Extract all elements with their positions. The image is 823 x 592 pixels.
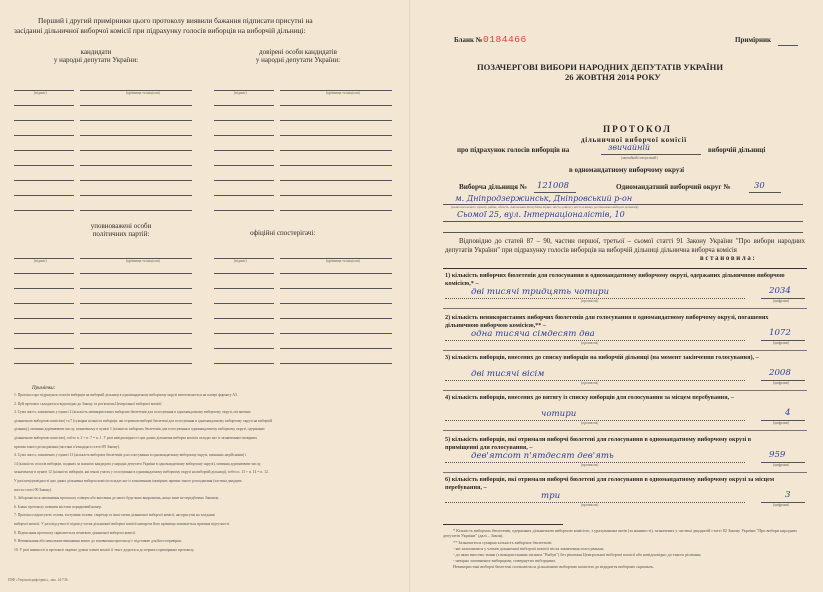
signature-line <box>14 180 74 181</box>
item-words-handwritten: дві тисячі тридцять чотири <box>471 287 610 297</box>
district-number-handwritten: 30 <box>754 180 765 190</box>
station-type-caption: (звичайній/спеціальній) <box>621 156 658 160</box>
right-page <box>411 0 823 592</box>
signature-line <box>14 135 74 136</box>
signature-caption: (прізвище та ініціали) <box>126 91 160 95</box>
blank-number: 0184466 <box>483 34 527 45</box>
item-digits-handwritten: 2008 <box>769 368 791 378</box>
signature-line <box>280 210 392 211</box>
signature-line <box>14 288 74 289</box>
note-line: 5. Заборонається заповнення протоколу олівцем або внесення до нього будь-яких виправлень, якщо інше не передбачено Законом. <box>14 496 219 501</box>
signature-line <box>14 150 74 151</box>
footnote-6: Невикористані виборчі бюлетені погашаються дільничною виборчою комісією до відкриття виборчих скриньок. <box>453 564 654 569</box>
signature-line <box>280 165 392 166</box>
item-digits-handwritten: 2034 <box>769 286 791 296</box>
signature-line <box>14 348 74 349</box>
address-line-1-handwritten: м. Дніпродзержинськ, Дніпровський р-он <box>455 194 633 203</box>
item-title: 6) кількість виборців, які отримали виборчі бюлетені для голосування в одномандатному виборчому окрузі за місцем перебування, – <box>445 476 775 491</box>
item-title: 3) кількість виборців, внесених до списку виборців на виборчій дільниці (на момент закінчення голосування), – <box>445 354 759 361</box>
item-digits-handwritten: 3 <box>785 490 791 500</box>
signature-line <box>14 318 74 319</box>
signature-line <box>14 303 74 304</box>
signature-line <box>280 348 392 349</box>
signature-line <box>214 105 274 106</box>
signature-line <box>280 135 392 136</box>
signature-line <box>280 363 392 364</box>
item-words-caption: (прописом) <box>581 381 599 385</box>
footnote-5: - невірно заповнених виборцями, повернутих виборцями. <box>453 558 556 563</box>
signature-line <box>214 195 274 196</box>
signature-line <box>80 273 192 274</box>
note-line: виборчої комісії. У разі відсутності підпису члена дільничної виборчої комісії навпроти його прізвища зазначається причина відсутності. <box>14 522 230 526</box>
signature-line <box>14 120 74 121</box>
signature-caption: (підпис) <box>34 91 47 95</box>
signature-line <box>214 180 274 181</box>
note-line: 3. Сума чисел, зазначених у пункті 2 (кількість невикористаних виборчих бюлетенів для голосування в одномандатному виборчому окрузі, погашених <box>14 410 251 415</box>
protocol-subtitle-2b: виборчій дільниці <box>708 146 766 154</box>
item-digits-caption: (цифрами) <box>773 341 790 345</box>
signature-caption: (прізвище та ініціали) <box>126 259 160 263</box>
signature-caption: (прізвище та ініціали) <box>326 259 360 263</box>
item-words-caption: (прописом) <box>581 341 599 345</box>
items-separator <box>443 268 807 269</box>
signature-line <box>80 333 192 334</box>
address-line-2-field <box>443 221 803 222</box>
signature-line <box>214 363 274 364</box>
election-title-2: 26 ЖОВТНЯ 2014 РОКУ <box>565 72 661 82</box>
signature-line <box>80 363 192 364</box>
signature-line <box>80 348 192 349</box>
signature-line <box>214 210 274 211</box>
note-line: 6. Бланк протоколу повинен містити порядковий номер. <box>14 504 102 509</box>
party-reps-heading: уповноважені особи політичних партій: <box>90 222 152 238</box>
item-words-handwritten: дев'ятсот п'ятдесят дев'ять <box>471 451 614 461</box>
note-line: У разі невідповідності цих даних дільнична виборча комісія складає акт із зазначенням імовірних причин такого розходження (частина двадцять <box>14 479 242 483</box>
note-line: 8. Підписання протоколу скріплюється печаткою дільничної виборчої комісії. <box>14 530 136 535</box>
station-number-field <box>534 192 576 193</box>
signature-line <box>214 288 274 289</box>
signature-line <box>80 288 192 289</box>
item-digits-caption: (цифрами) <box>773 381 790 385</box>
note-line: зазначеному в пункті 12 (кількість виборців, які взяли участь у голосуванні в одномандатному виборчому окрузі на виборчій дільниці), тобто п. 13 + п. 14 = п. 12. <box>14 470 269 475</box>
footnote-4: - до яких внесено зміни (з використанням штампа "Вибув") без рішення Центральної виборчої комісії або невідповідно до такого рішення; <box>453 552 702 557</box>
footnote-2: ** Зазначається сумарна кількість виборчих бюлетенів: <box>453 540 552 545</box>
item-words-caption: (прописом) <box>581 421 599 425</box>
signature-caption: (підпис) <box>234 91 247 95</box>
note-line: 10. У разі наявності в протоколі окремої думки членів комісії її текст додається до першого примірника протоколу. <box>14 547 195 552</box>
protocol-subtitle-1: дільничної виборчої комісії <box>581 136 687 144</box>
item-digits-caption: (цифрами) <box>773 503 790 507</box>
signature-line <box>280 180 392 181</box>
signature-line <box>80 303 192 304</box>
signature-line <box>80 180 192 181</box>
candidates-heading: кандидати у народні депутати України: <box>53 48 139 64</box>
signature-line <box>214 303 274 304</box>
signature-line <box>280 195 392 196</box>
item-digits-caption: (цифрами) <box>773 463 790 467</box>
footnote-separator <box>443 524 563 525</box>
preamble: Відповідно до статей 87 – 90, частин першої, третьої – сьомої статті 91 Закону України "Про вибори народних депутатів України" при підрахунку голосів виборців на виборчій дільниці дільнична виборча комісія <box>445 238 805 254</box>
proxies-heading: довірені особи кандидатів у народні депутати України: <box>255 48 341 64</box>
signature-line <box>280 288 392 289</box>
note-line: шоста статті 90 Закону). <box>14 487 53 492</box>
signature-line <box>214 318 274 319</box>
note-line: 4. Сума чисел, зазначених у пункті 13 (кількість виборчих бюлетенів для голосування в одномандатному виборчому окрузі, визнаних недійсними) і <box>14 453 247 458</box>
station-type-field <box>601 154 701 155</box>
note-line: дільниці), повинна дорівнювати числу, зазначеному в пункті 1 (кількість виборчих бюлетенів для голосування в одномандатному виборчому окрузі, одержаних <box>14 427 265 432</box>
item-title: 5) кількість виборців, які отримали виборчі бюлетені для голосування в одномандатному виборчому окрузі в приміщенні для голосування, – <box>445 436 752 451</box>
item-digits-handwritten: 959 <box>769 450 786 460</box>
item-words-caption: (прописом) <box>581 463 599 467</box>
signature-line <box>14 273 74 274</box>
item-title: 2) кількість невикористаних виборчих бюлетенів для голосування в одномандатному виборчому окрузі, погашених дільничною виборчою комісією,** – <box>445 314 769 329</box>
item-words-handwritten: дві тисячі вісім <box>471 369 545 379</box>
district-number-field <box>749 192 781 193</box>
item-separator <box>443 472 807 473</box>
signature-line <box>80 195 192 196</box>
item-separator <box>443 430 807 431</box>
item-words-handwritten: одна тисяча сімдесят два <box>471 329 595 339</box>
copy-label: Примірник <box>735 36 772 44</box>
signature-line <box>280 333 392 334</box>
signature-line <box>80 165 192 166</box>
signature-line <box>280 105 392 106</box>
station-label: Виборча дільниця № <box>459 183 528 191</box>
signature-line <box>214 348 274 349</box>
item-words-handwritten: три <box>541 491 561 501</box>
signature-line <box>214 333 274 334</box>
address-line-3-field <box>443 232 803 233</box>
signature-line <box>280 273 392 274</box>
station-number-handwritten: 121008 <box>537 180 569 190</box>
signature-line <box>14 105 74 106</box>
note-line: 9. Невиконання або неналежне виконання вимог до заповнення протоколу є підставою для його перевірки. <box>14 539 182 544</box>
note-line: 1. Протокол про підрахунок голосів виборців на виборчій дільниці в одномандатному виборчому окрузі виготовляється на папері формату А3. <box>14 393 238 397</box>
address-line-2-handwritten: Сьомої 25, вул. Інтернаціоналістів, 10 <box>457 210 625 219</box>
note-line: 2. Цей протокол складається відповідно до Закону та роз'яснень Центральної виборчої комісії. <box>14 401 163 406</box>
signature-line <box>80 150 192 151</box>
signature-line <box>14 363 74 364</box>
signature-line <box>80 210 192 211</box>
signature-line <box>214 150 274 151</box>
observers-heading: офіційні спостерігачі: <box>250 229 316 237</box>
notes-title: Примітки: <box>32 386 56 391</box>
footnote-3: - які залишилися у членів дільничної виборчої комісії після закінчення голосування; <box>453 546 604 551</box>
signature-line <box>14 195 74 196</box>
item-digits-handwritten: 1072 <box>769 328 791 338</box>
item-words-handwritten: чотири <box>541 409 577 419</box>
protocol-subtitle-3: в одномандатному виборчому окрузі <box>569 166 685 174</box>
station-type-handwritten: звичайній <box>608 143 651 152</box>
protocol-title: ПРОТОКОЛ <box>603 124 672 134</box>
signature-caption: (підпис) <box>234 259 247 263</box>
left-page <box>0 0 411 592</box>
signature-line <box>214 120 274 121</box>
signature-line <box>214 273 274 274</box>
item-title: 4) кількість виборців, внесених до витягу із списку виборців для голосування за місцем перебування, – <box>445 394 734 401</box>
footnote-1: * Кількість виборчих бюлетенів, одержаних дільничною виборчою комісією, з урахуванням актів (за наявності), зазначених у частині двадцятій статті 82 Закону України "Про вибори народних депутатів України" (далі – Закон). <box>443 528 798 539</box>
signature-line <box>80 318 192 319</box>
signature-line <box>14 165 74 166</box>
election-title-1: ПОЗАЧЕРГОВІ ВИБОРИ НАРОДНИХ ДЕПУТАТІВ УКРАЇНИ <box>477 62 723 72</box>
note-line: 7. Протокол підписують голова, заступник голови, секретар та інші члени дільничної виборчої комісії, які присутні на засіданні <box>14 513 215 518</box>
blank-label: Бланк № <box>454 36 483 44</box>
preamble-end: в с т а н о в и л а : <box>697 255 755 262</box>
item-digits-caption: (цифрами) <box>773 421 790 425</box>
note-line: причин такого розходження (частина п'ятнадцята статті 89 Закону). <box>14 444 120 449</box>
signature-line <box>14 333 74 334</box>
item-words-caption: (прописом) <box>581 299 599 303</box>
item-digits-caption: (цифрами) <box>773 299 790 303</box>
signature-line <box>14 210 74 211</box>
protocol-subtitle-2a: про підрахунок голосів виборців на <box>457 146 570 154</box>
signature-line <box>80 120 192 121</box>
note-line: дільничною виборчою комісією) та 7 (сумарна кількість виборців, які отримали виборчі бюлетені для голосування в одномандатному виборчому окрузі на виборчій <box>14 418 273 423</box>
address-caption: (назва населеного пункту, район, область, Автономна Республіка Крим / місто, район у місті, в якому розташована виборча дільниця) <box>451 205 639 209</box>
note-line: дільничною виборчою комісією), тобто п. 2 + п. 7 = п. 1. У разі невідповідності цих даних дільнична виборча комісія складає акт із зазначенням імовірних <box>14 436 258 440</box>
signature-line <box>80 135 192 136</box>
item-digits-handwritten: 4 <box>785 408 791 418</box>
signature-line <box>214 165 274 166</box>
item-separator <box>443 350 807 351</box>
signature-caption: (прізвище та ініціали) <box>326 91 360 95</box>
signature-caption: (підпис) <box>34 259 47 263</box>
intro-line-1: Перший і другий примірники цього протоколу виявили бажання підписати присутні на <box>38 16 313 25</box>
signature-line <box>80 105 192 106</box>
item-title: 1) кількість виборчих бюлетенів для голосування в одномандатному виборчому окрузі, одержаних дільничною виборчою комісією,* – <box>445 272 785 287</box>
signature-line <box>280 150 392 151</box>
item-separator <box>443 308 807 309</box>
item-separator <box>443 390 807 391</box>
printer-note: ПЗФ «Укрполіграфсервіс», зам. 14-736 <box>8 578 68 582</box>
item-words-caption: (прописом) <box>581 503 599 507</box>
note-line: 14 (кількість голосів виборців, поданих за кожного кандидата у народні депутати України в одномандатному виборчому окрузі), повинна дорівнювати числу, <box>14 461 262 466</box>
intro-line-2: засіданні дільничної виборчої комісії при підрахунку голосів виборців на виборчій дільниці: <box>14 26 306 35</box>
signature-line <box>280 120 392 121</box>
signature-line <box>280 318 392 319</box>
signature-line <box>280 303 392 304</box>
district-label: Одномандатний виборчий округ № <box>616 183 731 191</box>
copy-number-field <box>778 45 798 46</box>
signature-line <box>214 135 274 136</box>
